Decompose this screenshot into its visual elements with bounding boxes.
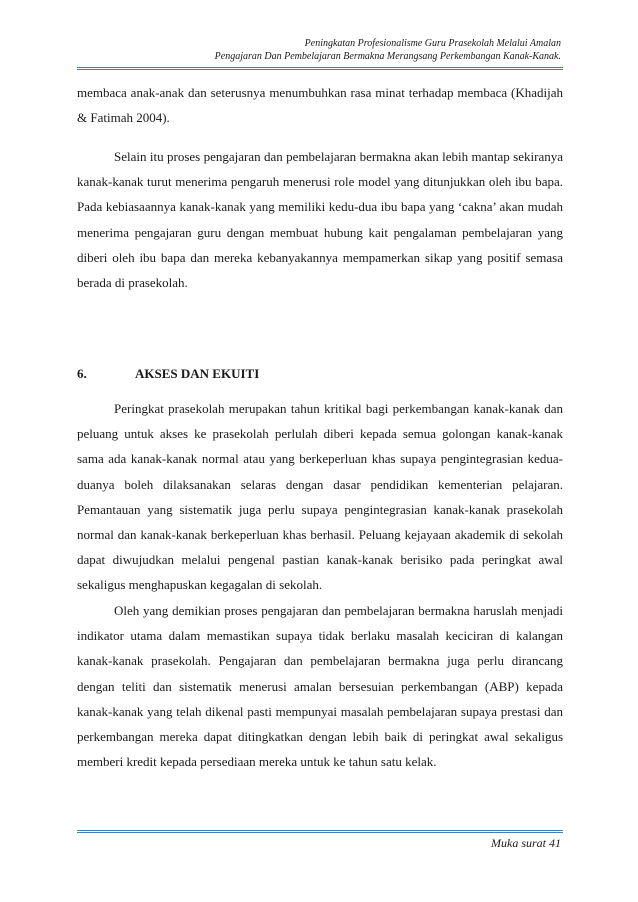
page-number: Muka surat 41 [491, 836, 561, 850]
paragraph-1-block [77, 80, 563, 130]
running-header-line-2: Pengajaran Dan Pembelajaran Bermakna Merangsang Perkembangan Kanak-Kanak. [214, 51, 561, 62]
section-heading [77, 366, 563, 382]
section-number: 6. [77, 366, 87, 381]
paragraph-3-block [77, 396, 563, 598]
footer-rule [77, 830, 563, 833]
paragraph-2-block [77, 144, 563, 295]
paragraph-4: Oleh yang demikian proses pengajaran dan pembelajaran bermakna haruslah menjadi indikator utama dalam memastikan supaya tidak berlaku masalah keciciran di kalangan kanak-kanak prasekolah. Pengajaran dan pembelajaran bermakna juga perlu dirancang dengan teliti dan sistematik menerusi amalan bersesuian perkembangan (ABP) kepada kanak-kanak yang telah dikenal pasti mempunyai masalah pembelajaran supaya prestasi dan perkembangan mereka dapat ditingkatkan dengan lebih baik di peringkat awal sekaligus memberi kredit kepada persediaan mereka untuk ke tahun satu kelak. [77, 603, 563, 770]
header-rule [77, 67, 563, 70]
paragraph-4-block [77, 598, 563, 774]
paragraph-3: Peringkat prasekolah merupakan tahun kritikal bagi perkembangan kanak-kanak dan peluang untuk akses ke prasekolah perlulah diberi kepada semua golongan kanak-kanak sama ada kanak-kanak normal atau yang berkeperluan khas supaya pengintegrasian kedua-duanya boleh dilaksanakan selaras dengan dasar pendidikan kementerian pelajaran. Pemantauan yang sistematik juga perlu supaya pengintegrasian kanak-kanak prasekolah normal dan kanak-kanak berkeperluan khas berhasil. Peluang kejayaan akademik di sekolah dapat diwujudkan melalui pengenal pastian kanak-kanak berisiko pada peringkat awal sekaligus menghapuskan kegagalan di sekolah. [77, 401, 563, 593]
paragraph-1: membaca anak-anak dan seterusnya menumbuhkan rasa minat terhadap membaca (Khadijah & Fatimah 2004). [77, 85, 563, 126]
running-header-line-1: Peningkatan Profesionalisme Guru Prasekolah Melalui Amalan [304, 38, 561, 49]
running-header [81, 37, 561, 63]
paragraph-2: Selain itu proses pengajaran dan pembelajaran bermakna akan lebih mantap sekiranya kanak-kanak turut menerima pengaruh menerusi role model yang ditunjukkan oleh ibu bapa. Pada kebiasaannya kanak-kanak yang memiliki kedu-dua ibu bapa yang ‘cakna’ akan mudah menerima pengajaran guru dengan membuat hubung kait pengalaman pembelajaran yang diberi oleh ibu bapa dan mereka kebanyakannya mempamerkan sikap yang positif semasa berada di prasekolah. [77, 149, 563, 291]
section-title: AKSES DAN EKUITI [135, 366, 260, 381]
